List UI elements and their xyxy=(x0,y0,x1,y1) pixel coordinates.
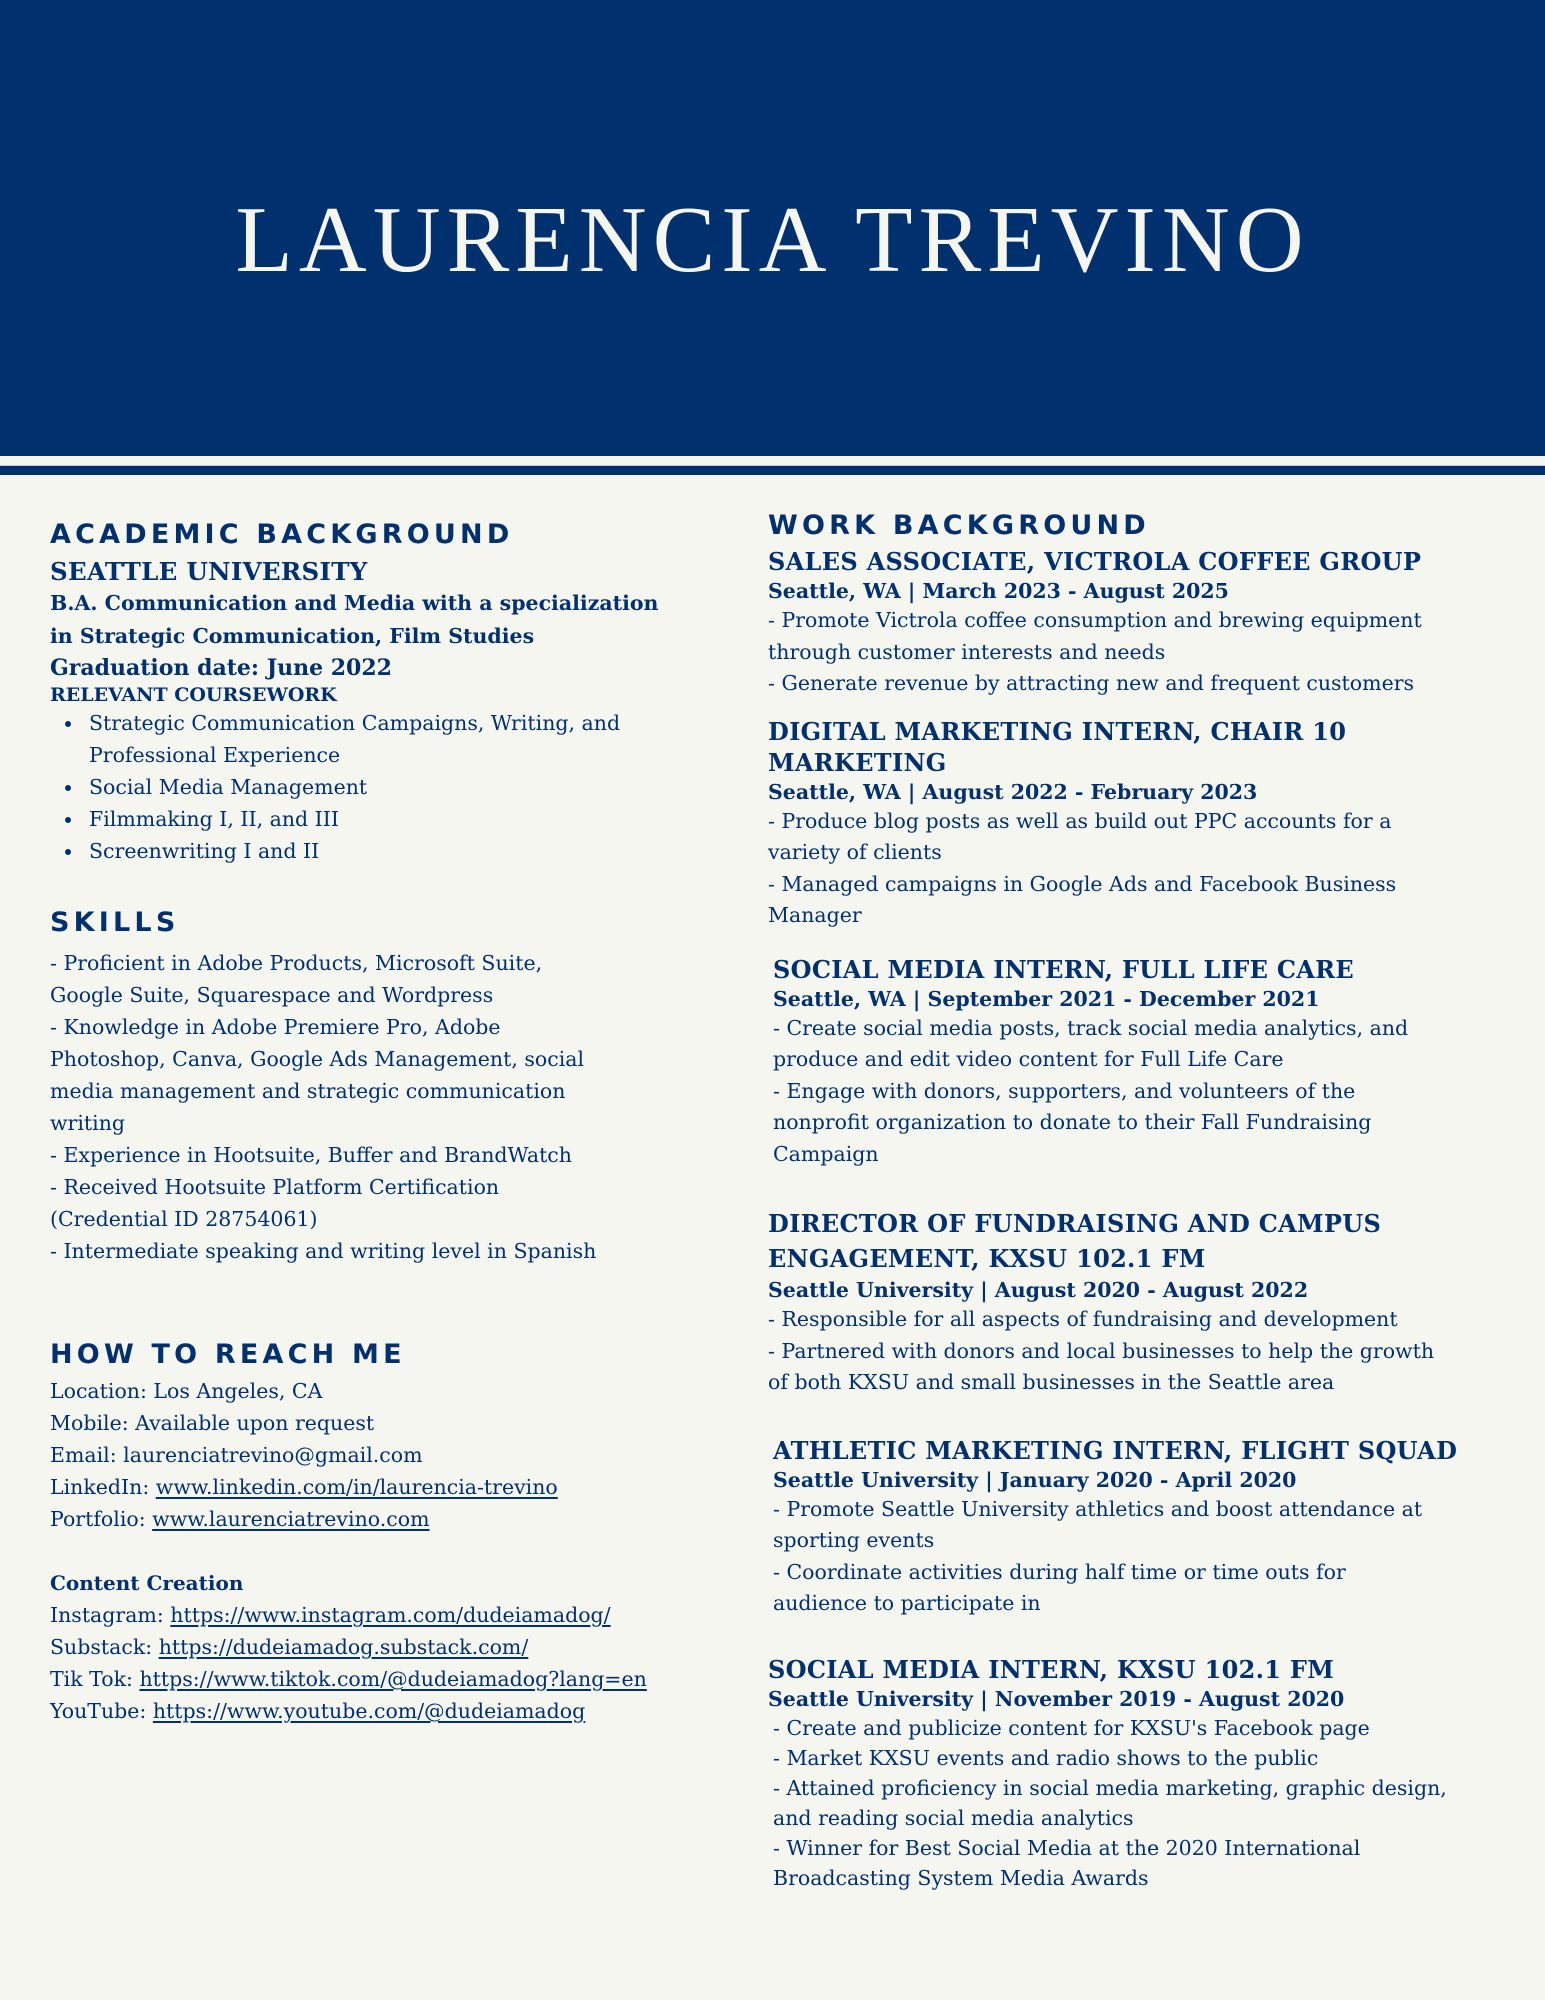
job-entry xyxy=(768,1435,1508,1620)
tiktok-link[interactable]: https://www.tiktok.com/@dudeiamadog?lang=en xyxy=(139,1667,647,1691)
job-title: SOCIAL MEDIA INTERN, KXSU 102.1 FM xyxy=(768,1654,1335,1684)
portfolio-label: Portfolio: xyxy=(50,1507,153,1531)
job-title: DIRECTOR OF FUNDRAISING AND CAMPUS xyxy=(768,1209,1382,1238)
contact-instagram xyxy=(50,1599,730,1631)
skills-heading: SKILLS xyxy=(50,907,180,938)
job-line: - Promote Victrola coffee consumption and brewing equipment xyxy=(768,608,1422,632)
skills-line: - Knowledge in Adobe Premiere Pro, Adobe xyxy=(50,1015,501,1039)
course-text-cont: Professional Experience xyxy=(89,743,341,767)
institution-name: SEATTLE UNIVERSITY xyxy=(50,557,368,586)
instagram-link[interactable]: https://www.instagram.com/dudeiamadog/ xyxy=(170,1603,611,1627)
contact-mobile: Mobile: Available upon request xyxy=(50,1411,375,1435)
job-line: nonprofit organization to donate to their Fall Fundraising xyxy=(773,1110,1372,1134)
work-heading: WORK BACKGROUND xyxy=(768,510,1150,541)
job-meta: Seattle University | August 2020 - August 2022 xyxy=(768,1278,1309,1302)
course-text: Filmmaking I, II, and III xyxy=(89,807,339,831)
contact-section xyxy=(50,1337,730,1727)
job-line: - Managed campaigns in Google Ads and Facebook Business xyxy=(768,871,1397,896)
job-title: ATHLETIC MARKETING INTERN, FLIGHT SQUAD xyxy=(773,1435,1458,1465)
left-column xyxy=(50,517,730,1727)
bullet-icon xyxy=(65,817,71,823)
job-line: - Coordinate activities during half time or time outs for xyxy=(773,1559,1346,1584)
skills-line: media management and strategic communication xyxy=(50,1079,566,1103)
contact-linkedin xyxy=(50,1471,730,1503)
youtube-label: YouTube: xyxy=(50,1699,153,1723)
substack-link[interactable]: https://dudeiamadog.substack.com/ xyxy=(158,1635,529,1659)
job-line: - Promote Seattle University athletics and boost attendance at xyxy=(773,1496,1423,1521)
coursework-heading: RELEVANT COURSEWORK xyxy=(50,684,337,706)
job-meta: Seattle University | January 2020 - April 2020 xyxy=(773,1467,1297,1492)
job-line: - Winner for Best Social Media at the 2020 International xyxy=(773,1835,1361,1860)
job-meta: Seattle, WA | August 2022 - February 2023 xyxy=(768,779,1258,804)
skills-line: - Experience in Hootsuite, Buffer and BrandWatch xyxy=(50,1143,572,1167)
skills-line: writing xyxy=(50,1111,126,1135)
job-line: Manager xyxy=(768,903,862,927)
job-entry xyxy=(768,546,1508,700)
course-item xyxy=(89,771,730,803)
header-divider-gap xyxy=(0,456,1545,466)
graduation-date: Graduation date: June 2022 xyxy=(50,655,392,681)
job-title: SALES ASSOCIATE, VICTROLA COFFEE GROUP xyxy=(768,547,1422,576)
job-title: DIGITAL MARKETING INTERN, CHAIR 10 xyxy=(768,716,1347,746)
job-title: SOCIAL MEDIA INTERN, FULL LIFE CARE xyxy=(773,954,1354,984)
course-item xyxy=(89,835,730,867)
skills-section xyxy=(50,905,730,1267)
job-line: variety of clients xyxy=(768,840,942,864)
job-line: and reading social media analytics xyxy=(773,1805,1134,1830)
job-line: Broadcasting System Media Awards xyxy=(773,1865,1149,1890)
course-text: Strategic Communication Campaigns, Writing, and xyxy=(89,711,621,735)
youtube-link[interactable]: https://www.youtube.com/@dudeiamadog xyxy=(152,1699,586,1723)
skills-line: - Proficient in Adobe Products, Microsoft Suite, xyxy=(50,951,543,975)
job-meta: Seattle University | November 2019 - August 2020 xyxy=(768,1686,1345,1711)
coursework-list xyxy=(50,707,730,867)
contact-email: Email: laurenciatrevino@gmail.com xyxy=(50,1443,423,1467)
content-creation-heading: Content Creation xyxy=(50,1571,244,1595)
skills-line: Google Suite, Squarespace and Wordpress xyxy=(50,983,494,1007)
contact-substack xyxy=(50,1631,730,1663)
job-line: - Create social media posts, track social media analytics, and xyxy=(773,1015,1409,1040)
job-line: - Attained proficiency in social media marketing, graphic design, xyxy=(773,1775,1447,1800)
bullet-icon xyxy=(65,849,71,855)
skills-line: - Received Hootsuite Platform Certification xyxy=(50,1175,500,1199)
bullet-icon xyxy=(65,785,71,791)
contact-location: Location: Los Angeles, CA xyxy=(50,1379,323,1403)
job-line: - Generate revenue by attracting new and frequent customers xyxy=(768,671,1415,695)
contact-heading: HOW TO REACH ME xyxy=(50,1339,406,1370)
contact-portfolio xyxy=(50,1503,730,1535)
job-line: - Market KXSU events and radio shows to the public xyxy=(773,1745,1319,1770)
job-line: of both KXSU and small businesses in the Seattle area xyxy=(768,1370,1335,1394)
header-banner xyxy=(0,0,1545,456)
job-line: - Create and publicize content for KXSU's Facebook page xyxy=(773,1715,1370,1740)
right-column xyxy=(768,508,1508,1893)
job-entry xyxy=(768,1654,1508,1893)
linkedin-link[interactable]: www.linkedin.com/in/laurencia-trevino xyxy=(155,1475,558,1499)
header-divider-stripe xyxy=(0,466,1545,475)
degree-line-2: in Strategic Communication, Film Studies xyxy=(50,624,535,648)
job-meta: Seattle, WA | March 2023 - August 2025 xyxy=(768,579,1229,603)
job-line: through customer interests and needs xyxy=(768,639,1166,664)
job-meta: Seattle, WA | September 2021 - December 2021 xyxy=(773,986,1320,1011)
job-title-cont: ENGAGEMENT, KXSU 102.1 FM xyxy=(768,1244,1206,1273)
job-line: produce and edit video content for Full Life Care xyxy=(773,1047,1284,1071)
degree-line-1: B.A. Communication and Media with a specialization xyxy=(50,591,659,615)
course-item xyxy=(89,803,730,835)
job-line: - Produce blog posts as well as build out PPC accounts for a xyxy=(768,808,1392,833)
skills-line: - Intermediate speaking and writing level in Spanish xyxy=(50,1239,597,1263)
substack-label: Substack: xyxy=(50,1635,159,1659)
course-text: Social Media Management xyxy=(89,775,368,799)
contact-youtube xyxy=(50,1695,730,1727)
linkedin-label: LinkedIn: xyxy=(50,1475,156,1499)
course-item xyxy=(89,707,730,771)
job-title-cont: MARKETING xyxy=(768,747,947,777)
contact-tiktok xyxy=(50,1663,730,1695)
tiktok-label: Tik Tok: xyxy=(50,1667,140,1691)
academic-section xyxy=(50,517,730,867)
academic-heading: ACADEMIC BACKGROUND xyxy=(50,519,514,550)
portfolio-link[interactable]: www.laurenciatrevino.com xyxy=(152,1507,430,1531)
course-text: Screenwriting I and II xyxy=(89,839,320,863)
job-entry xyxy=(768,954,1508,1171)
skills-line: Photoshop, Canva, Google Ads Management, social xyxy=(50,1047,585,1071)
skills-line: (Credential ID 28754061) xyxy=(50,1207,318,1231)
job-entry xyxy=(768,1206,1508,1399)
job-line: sporting events xyxy=(773,1528,935,1552)
candidate-name: LAURENCIA TREVINO xyxy=(235,188,1310,292)
job-line: - Partnered with donors and local businesses to help the growth xyxy=(768,1338,1435,1363)
bullet-icon xyxy=(65,721,71,727)
job-entry xyxy=(768,716,1508,932)
instagram-label: Instagram: xyxy=(50,1603,171,1627)
job-line: - Engage with donors, supporters, and volunteers of the xyxy=(773,1078,1356,1103)
job-line: - Responsible for all aspects of fundraising and development xyxy=(768,1307,1398,1331)
job-line: Campaign xyxy=(773,1141,879,1166)
job-line: audience to participate in xyxy=(773,1591,1041,1615)
